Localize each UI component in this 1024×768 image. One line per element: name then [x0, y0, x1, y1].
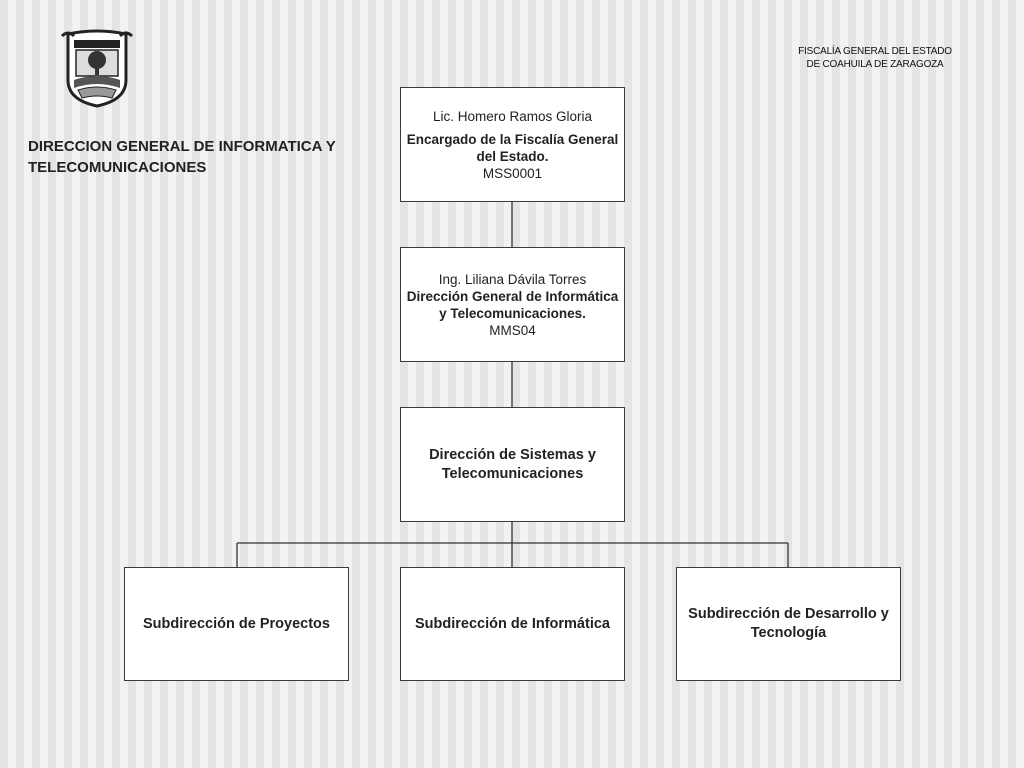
org-node-development: [676, 567, 901, 681]
node-director-name: Ing. Liliana Dávila Torres: [438, 271, 587, 287]
org-node-director: [400, 247, 625, 362]
node-director-code: MMS04: [489, 322, 536, 338]
node-development-line1: Subdirección de Desarrollo y: [688, 606, 889, 622]
node-projects-label: Subdirección de Proyectos: [143, 615, 330, 632]
node-informatics-label: Subdirección de Informática: [415, 615, 610, 632]
node-top-role-line1: Encargado de la Fiscalía General: [406, 131, 619, 147]
node-top-role-line2: del Estado.: [476, 148, 549, 164]
department-title-line2: TELECOMUNICACIONES: [28, 159, 207, 176]
node-development-line2: Tecnología: [750, 625, 827, 641]
org-node-projects: [124, 567, 349, 681]
node-director-role-line1: Dirección General de Informática: [406, 288, 619, 304]
agency-name-line1: FISCALÍA GENERAL DEL ESTADO: [798, 46, 952, 57]
node-systems-line2: Telecomunicaciones: [441, 465, 584, 482]
org-node-informatics: [400, 567, 625, 681]
node-director-role-line2: y Telecomunicaciones.: [439, 305, 586, 321]
node-systems-line1: Dirección de Sistemas y: [429, 446, 596, 463]
node-top-code: MSS0001: [482, 165, 543, 181]
org-node-top: [400, 87, 625, 202]
department-title-line1: DIRECCION GENERAL DE INFORMATICA Y: [28, 138, 336, 155]
agency-name-line2: DE COAHUILA DE ZARAGOZA: [806, 59, 944, 70]
org-node-systems: [400, 407, 625, 522]
node-top-name: Lic. Homero Ramos Gloria: [432, 108, 593, 124]
